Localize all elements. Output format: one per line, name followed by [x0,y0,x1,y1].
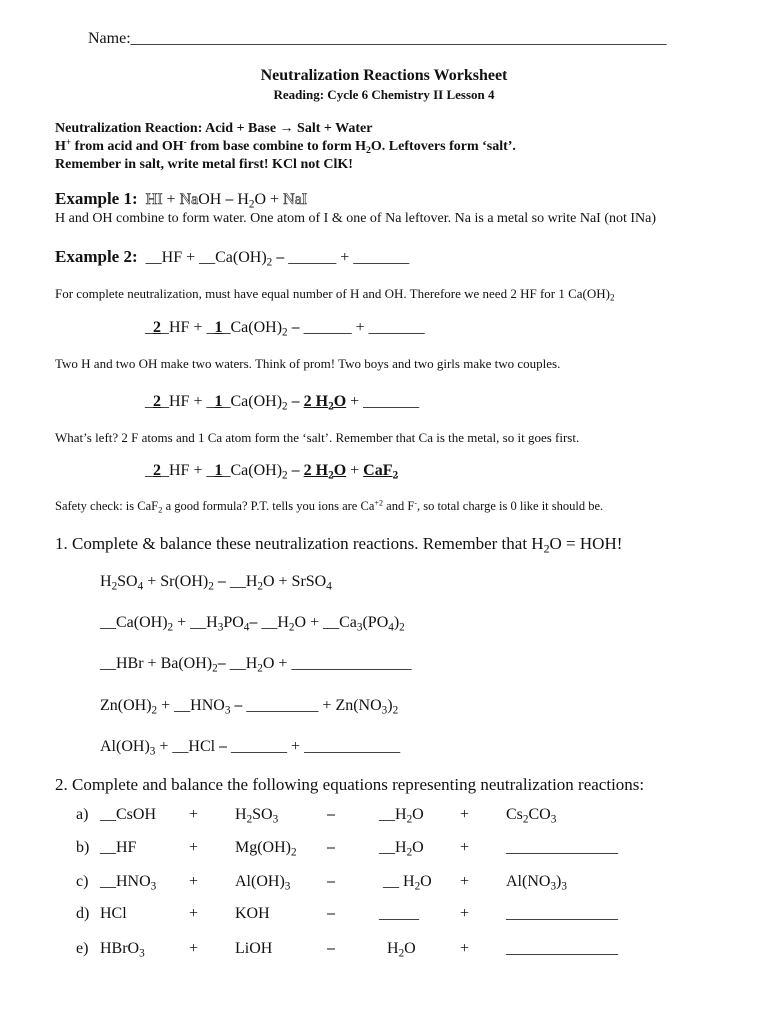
arrow: ⎯ [327,905,336,922]
question-1-prompt: 1. Complete & balance these neutralization reactions. Remember that $H_2O$ = HOH! [55,534,623,556]
plus-sign: + [189,873,199,890]
base: KOH [235,905,270,922]
acid: HBrO$_3$ [100,940,145,960]
base: $Mg(OH)_2$ [235,839,297,859]
q1-reaction-5[interactable]: $Al(OH)_3$ + __HCl ⎯ _______ + ____________ [100,738,401,758]
row-label: c) [76,873,89,890]
q2-row-e[interactable] [0,940,768,962]
q2-row-a[interactable] [0,806,768,828]
water: $\_\_H_2O$ [379,839,424,859]
water[interactable]: _____ [379,905,419,922]
water: $\_\_H_2O$ [379,806,424,826]
salt[interactable]: ______________ [506,940,618,957]
example-2-note: For complete neutralization, must have equal number of H and OH. Therefore we need 2 HF for 1 $Ca(OH)_2$ [55,286,615,303]
arrow: ⎯ [327,806,336,823]
q1-reaction-4[interactable]: $Zn(OH)_2$ + $\_\_HNO_3$ ⎯ _________ + $Zn(NO_3)_2$ [100,697,399,717]
page-title: Neutralization Reactions Worksheet [260,67,508,84]
plus-sign: + [460,839,470,856]
acid: __HF [100,839,137,856]
acid: HCl [100,905,127,922]
intro-line-1: Neutralization Reaction: Acid + Base → Salt + Water [55,121,373,136]
base: LiOH [235,940,273,957]
base: $Al(OH)_3$ [235,873,291,893]
prom-explanation: Two H and two OH make two waters. Think of prom! Two boys and two girls make two couples. [55,356,561,371]
q2-row-b[interactable] [0,839,768,861]
intro-line-3: Remember in salt, write metal first! KCl not ClK! [55,157,353,172]
example-1-equation: Example 1: HI + NaOH ⎯ $H_2O$ + NaI [55,189,308,211]
plus-sign: + [189,905,199,922]
q2-row-c[interactable] [0,873,768,895]
q1-reaction-3[interactable]: __HBr + $Ba(OH)_2⎯$ $\_\_H_2O$ + _______________ [100,655,412,675]
plus-sign: + [189,806,199,823]
arrow: ⎯ [327,839,336,856]
question-2-prompt: 2. Complete and balance the following equations representing neutralization reactions: [55,775,645,794]
page-subtitle: Reading: Cycle 6 Chemistry II Lesson 4 [273,87,495,102]
acid: $\_\_HNO_3$ [100,873,157,893]
plus-sign: + [189,839,199,856]
water: __ $H_2O$ [383,873,432,893]
acid: __CsOH [100,806,157,823]
safety-check: Safety check: is CaF$_2$ a good formula? P.T. tells you ions are $Ca^{+2}$ and F-, so total charge is 0 like it should be. [55,498,604,515]
leftover-explanation: What’s left? 2 F atoms and 1 Ca atom form the ‘salt’. Remember that Ca is the metal, so it goes first. [55,430,580,445]
q1-reaction-1[interactable]: $H_2SO_4 + Sr(OH)_2$ ⎯ $\_\_H_2O$ + SrSO$_4$ [100,573,332,593]
arrow: ⎯ [327,873,336,890]
row-label: b) [76,839,90,856]
intro-line-2: H+ from acid and OH- from base combine to form $H_2O$. Leftovers form ‘salt’. [55,137,516,156]
q2-row-d[interactable] [0,905,768,927]
name-field[interactable]: Name:___________________________________________________________________ [88,30,667,47]
example-2-step-3: _2_HF + $\_1\_Ca(OH)_2$ ⎯ 2 $H_2O + CaF_2$ [145,462,399,482]
base: $H_2SO_3$ [235,806,279,826]
water: $H_2O$ [387,940,416,960]
plus-sign: + [460,873,470,890]
row-label: e) [76,940,89,957]
example-2-equation: Example 2: __HF + $\_\_Ca(OH)_2$ ⎯ ______ + _______ [55,247,410,269]
salt: $Cs_2CO_3$ [506,806,557,826]
plus-sign: + [460,905,470,922]
plus-sign: + [460,940,470,957]
example-2-step-2: _2_HF + $\_1\_Ca(OH)_2$ ⎯ 2 $H_2O$ + _______ [145,393,420,413]
plus-sign: + [189,940,199,957]
arrow: ⎯ [327,940,336,957]
row-label: d) [76,905,90,922]
example-2-step-1: _2_HF + $\_1\_Ca(OH)_2$ ⎯ ______ + _______ [145,319,425,339]
row-label: a) [76,806,89,823]
salt[interactable]: ______________ [506,839,618,856]
example-1-explanation: H and OH combine to form water. One atom of I & one of Na leftover. Na is a metal so write NaI (not INa) [55,211,657,226]
salt: $Al(NO_3)_3$ [506,873,567,893]
plus-sign: + [460,806,470,823]
salt[interactable]: ______________ [506,905,618,922]
q1-reaction-2[interactable]: $\_\_Ca(OH)_2$ + $\_\_H_3PO_4⎯$ $\_\_H_2O$ + $\_\_Ca_3(PO_4)_2$ [100,614,405,634]
